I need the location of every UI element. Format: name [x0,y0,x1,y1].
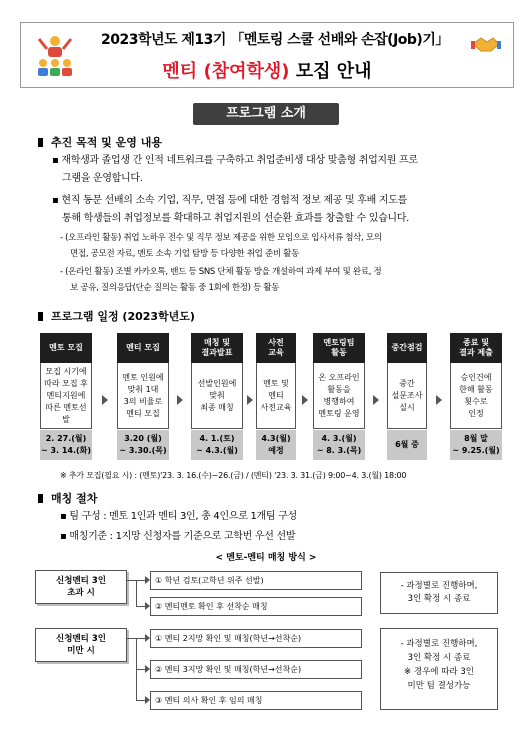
team-composition: ▪ 팀 구성 : 멘토 1인과 멘티 3인, 총 4인으로 1개팀 구성 [60,511,297,522]
title-line2 [21,57,513,83]
schedule-step-date: 6월 중 [387,430,427,460]
schedule-step-date: 3.20 (월) ~ 3.30.(목) [117,430,169,460]
arrow-right-icon [177,395,183,405]
arrow-right-icon [436,395,442,405]
arrow-right-icon [302,395,308,405]
schedule-step [450,333,502,460]
schedule-step [256,333,296,460]
schedule-step-title: 매칭 및 결과발표 [191,333,243,363]
schedule-step-title: 멘티 모집 [117,333,169,363]
online-activity-cont: 보 공유, 질의응답(단순 질의는 활동 중 1회에 한정) 등 활동 [70,283,280,293]
purpose-bullet1-cont: 그램을 운영합니다. [62,173,143,184]
schedule-step-date: 4.3(월) 예정 [256,430,296,460]
schedule-step-desc: 모집 시기에 따라 모집 후 멘티지원에 따른 멘토선발 [40,363,92,429]
schedule-step-desc: 멘토 인원에 맞춰 1대 3의 비율로 멘티 모집 [117,363,169,429]
offline-activity: - (오프라인 활동) 취업 노하우 전수 및 직무 정보 제공을 위한 모임으로 입사서류 첨삭, 모의 [60,233,382,243]
title-suffix: 모집 안내 [289,61,372,82]
matching-method-title: < 멘토-멘티 매칭 방식 > [215,553,317,563]
case1-step2: ② 멘티멘토 확인 후 선착순 매칭 [150,597,362,616]
arrow-right-icon [102,395,108,405]
schedule-step-date: 4. 1.(토) ~ 4.3.(월) [191,430,243,460]
header-box [20,22,514,88]
case2-step1: ① 멘티 2지망 확인 및 매칭(학년→선착순) [150,629,362,648]
arrow-right-icon [373,395,379,405]
schedule-step-desc: 중간 설문조사 실시 [387,363,427,429]
purpose-bullet2-cont: 통해 학생들의 취업정보를 확대하고 취업지원의 선순환 효과를 창출할 수 있습니다. [62,213,410,224]
case1-note: - 과정별로 진행하며, 3인 확정 시 종료 [380,572,498,614]
schedule-step [313,333,365,460]
case2-step3: ③ 멘티 의사 확인 후 임의 매칭 [150,691,362,710]
schedule-step [191,333,243,460]
schedule-heading: 프로그램 일정 (2023학년도) [38,308,195,324]
schedule-step-title: 멘토 모집 [40,333,92,363]
title-highlight: 멘티 (참여학생) [162,61,290,82]
program-intro-banner: 프로그램 소개 [193,103,339,125]
case2-step2: ② 멘티 3지망 확인 및 매칭(학년→선착순) [150,660,362,679]
schedule-step [117,333,169,460]
schedule-step-date: 8월 말 ~ 9.25.(월) [450,430,502,460]
offline-activity-cont: 면접, 공모전 자료, 멘토 소속 기업 탐방 등 다양한 취업 준비 활동 [70,249,300,259]
case2-note: - 과정별로 진행하며, 3인 확정 시 종료 ※ 경우에 따라 3인 미만 팀 결성가능 [380,628,498,710]
schedule-step-title: 종료 및 결과 제출 [450,333,502,363]
purpose-bullet1: ▪ 재학생과 졸업생 간 인적 네트워크를 구축하고 취업준비생 대상 맞춤형 취업지원 프로 [52,155,418,166]
title-line1: 2023학년도 제13기 「멘토링 스쿨 선배와 손잡(Job)기」 [101,32,449,48]
schedule-step-desc: 승인건에 한해 활동 횟수로 인정 [450,363,502,429]
online-activity: - (온라인 활동) 조별 카카오톡, 밴드 등 SNS 단체 활동 방을 개설하여 과제 부여 및 완료, 정 [60,267,382,277]
schedule-step-desc: 멘토 및 멘티 사전교육 [256,363,296,429]
matching-criteria: ▪ 매칭기준 : 1지망 신청자를 기준으로 고학번 우선 선발 [60,531,296,542]
case-over-3: 신청멘티 3인 초과 시 [35,570,127,604]
schedule-step-date: 4. 3.(월) ~ 8. 3.(목) [313,430,365,460]
schedule-step [40,333,92,460]
schedule-step-desc: 선발인원에 맞춰 최종 매칭 [191,363,243,429]
schedule-step-title: 사전 교육 [256,333,296,363]
schedule-step [387,333,427,460]
purpose-bullet2: ▪ 현직 동문 선배의 소속 기업, 직무, 면접 등에 대한 경험적 정보 제공 및 후배 지도를 [52,195,407,206]
additional-recruit-note: ※ 추가 모집(필요 시) : (멘토)'23. 3. 16.(수)~26.(금) / (멘티) '23. 3. 31.(금) 9:00~4. 3.(월) 18:00 [60,471,407,480]
purpose-heading: 추진 목적 및 운영 내용 [38,134,162,150]
schedule-step-title: 멘토링팀 활동 [313,333,365,363]
case-under-3: 신청멘티 3인 미만 시 [35,628,127,662]
schedule-step-date: 2. 27.(월) ~ 3. 14.(화) [40,430,92,460]
arrow-right-icon [247,395,253,405]
matching-heading: 매칭 절차 [38,490,97,506]
case1-step1: ① 학년 검토(고학년 위주 선발) [150,571,362,590]
schedule-step-title: 중간점검 [387,333,427,363]
handshake-icon [471,35,501,53]
schedule-step-desc: 온 오프라인 활동을 병행하여 멘토링 운영 [313,363,365,429]
